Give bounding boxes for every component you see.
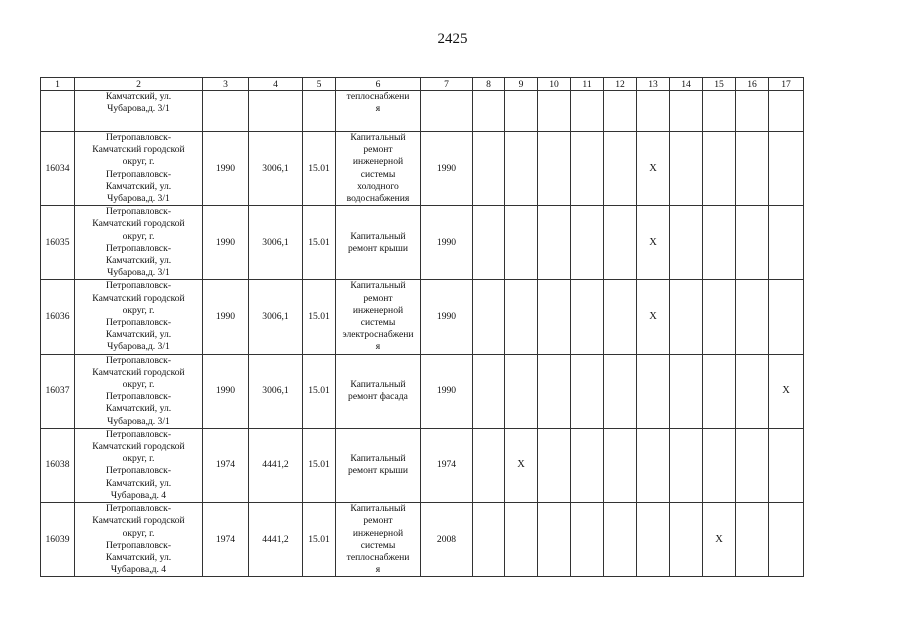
empty-cell (473, 354, 505, 428)
empty-cell (703, 354, 736, 428)
empty-cell (571, 206, 604, 280)
empty-cell (736, 206, 769, 280)
table-body (41, 78, 804, 577)
address-cell: Петропавловск- Камчатский городской округ, г. Петропавловск- Камчатский, ул. Чубарова,д. 4 (75, 428, 203, 502)
empty-cell (538, 428, 571, 502)
column-number-cell: 17 (769, 78, 804, 91)
table-row (41, 280, 804, 354)
empty-cell (703, 280, 736, 354)
empty-cell (604, 428, 637, 502)
empty-cell (571, 132, 604, 206)
repair-year-cell: 1990 (421, 354, 473, 428)
empty-cell (604, 280, 637, 354)
column-number-cell: 8 (473, 78, 505, 91)
table-row (41, 503, 804, 577)
column-number-cell: 3 (203, 78, 249, 91)
empty-cell (769, 91, 804, 132)
area-cell: 4441,2 (249, 503, 303, 577)
column-number-row (41, 78, 804, 91)
build-year-cell: 1990 (203, 280, 249, 354)
empty-cell (203, 91, 249, 132)
area-cell: 3006,1 (249, 206, 303, 280)
mark-cell: X (637, 132, 670, 206)
code-cell: 15.01 (303, 280, 336, 354)
empty-cell (670, 132, 703, 206)
row-id-cell: 16036 (41, 280, 75, 354)
empty-cell (637, 91, 670, 132)
column-number-cell: 4 (249, 78, 303, 91)
empty-cell (571, 91, 604, 132)
build-year-cell: 1990 (203, 354, 249, 428)
empty-cell (538, 91, 571, 132)
empty-cell (571, 354, 604, 428)
empty-cell (769, 280, 804, 354)
empty-cell (41, 91, 75, 132)
empty-cell (505, 132, 538, 206)
empty-cell (473, 206, 505, 280)
area-cell: 3006,1 (249, 280, 303, 354)
area-cell: 3006,1 (249, 132, 303, 206)
repair-year-cell: 1990 (421, 132, 473, 206)
column-number-cell: 2 (75, 78, 203, 91)
empty-cell (769, 503, 804, 577)
empty-cell (505, 206, 538, 280)
empty-cell (505, 503, 538, 577)
empty-cell (249, 91, 303, 132)
empty-cell (637, 503, 670, 577)
mark-cell: X (703, 503, 736, 577)
table-row (41, 428, 804, 502)
area-cell: 3006,1 (249, 354, 303, 428)
address-cell: Камчатский, ул. Чубарова,д. 3/1 (75, 91, 203, 132)
empty-cell (538, 132, 571, 206)
continuation-row (41, 91, 804, 132)
empty-cell (571, 428, 604, 502)
mark-cell: X (769, 354, 804, 428)
column-number-cell: 9 (505, 78, 538, 91)
code-cell: 15.01 (303, 206, 336, 280)
empty-cell (538, 503, 571, 577)
work-type-cell: Капитальный ремонт инженерной системы электроснабжени я (336, 280, 421, 354)
code-cell: 15.01 (303, 428, 336, 502)
row-id-cell: 16038 (41, 428, 75, 502)
address-cell: Петропавловск- Камчатский городской округ, г. Петропавловск- Камчатский, ул. Чубарова,д. 3/1 (75, 206, 203, 280)
page-number: 2425 (437, 31, 468, 47)
column-number-cell: 10 (538, 78, 571, 91)
work-type-cell: Капитальный ремонт инженерной системы теплоснабжени я (336, 503, 421, 577)
empty-cell (303, 91, 336, 132)
table-row (41, 132, 804, 206)
empty-cell (736, 428, 769, 502)
work-type-cell: Капитальный ремонт фасада (336, 354, 421, 428)
column-number-cell: 12 (604, 78, 637, 91)
empty-cell (505, 354, 538, 428)
address-cell: Петропавловск- Камчатский городской округ, г. Петропавловск- Камчатский, ул. Чубарова,д. 3/1 (75, 280, 203, 354)
build-year-cell: 1974 (203, 503, 249, 577)
row-id-cell: 16035 (41, 206, 75, 280)
work-type-cell: Капитальный ремонт крыши (336, 206, 421, 280)
empty-cell (604, 503, 637, 577)
empty-cell (421, 91, 473, 132)
column-number-cell: 13 (637, 78, 670, 91)
empty-cell (604, 132, 637, 206)
address-cell: Петропавловск- Камчатский городской округ, г. Петропавловск- Камчатский, ул. Чубарова,д. 3/1 (75, 354, 203, 428)
column-number-cell: 5 (303, 78, 336, 91)
empty-cell (538, 280, 571, 354)
empty-cell (473, 428, 505, 502)
mark-cell: X (637, 206, 670, 280)
column-number-cell: 15 (703, 78, 736, 91)
empty-cell (769, 132, 804, 206)
empty-cell (604, 206, 637, 280)
empty-cell (505, 280, 538, 354)
column-number-cell: 6 (336, 78, 421, 91)
empty-cell (571, 503, 604, 577)
empty-cell (670, 280, 703, 354)
empty-cell (736, 354, 769, 428)
mark-cell: X (637, 280, 670, 354)
empty-cell (736, 132, 769, 206)
empty-cell (769, 206, 804, 280)
row-id-cell: 16039 (41, 503, 75, 577)
build-year-cell: 1990 (203, 132, 249, 206)
empty-cell (670, 503, 703, 577)
repair-year-cell: 1990 (421, 206, 473, 280)
code-cell: 15.01 (303, 503, 336, 577)
empty-cell (703, 91, 736, 132)
empty-cell (703, 428, 736, 502)
empty-cell (736, 91, 769, 132)
empty-cell (538, 354, 571, 428)
build-year-cell: 1974 (203, 428, 249, 502)
empty-cell (703, 206, 736, 280)
repair-year-cell: 1974 (421, 428, 473, 502)
empty-cell (670, 206, 703, 280)
column-number-cell: 14 (670, 78, 703, 91)
empty-cell (637, 428, 670, 502)
column-number-cell: 7 (421, 78, 473, 91)
empty-cell (473, 503, 505, 577)
column-number-cell: 16 (736, 78, 769, 91)
empty-cell (571, 280, 604, 354)
empty-cell (703, 132, 736, 206)
empty-cell (505, 91, 538, 132)
empty-cell (736, 503, 769, 577)
empty-cell (604, 354, 637, 428)
empty-cell (670, 91, 703, 132)
empty-cell (769, 428, 804, 502)
column-number-cell: 1 (41, 78, 75, 91)
empty-cell (670, 428, 703, 502)
empty-cell (473, 91, 505, 132)
empty-cell (670, 354, 703, 428)
empty-cell (736, 280, 769, 354)
empty-cell (637, 354, 670, 428)
table-row (41, 354, 804, 428)
work-type-cell: Капитальный ремонт крыши (336, 428, 421, 502)
empty-cell (473, 132, 505, 206)
empty-cell (473, 280, 505, 354)
address-cell: Петропавловск- Камчатский городской округ, г. Петропавловск- Камчатский, ул. Чубарова,д. 3/1 (75, 132, 203, 206)
table-row (41, 206, 804, 280)
row-id-cell: 16037 (41, 354, 75, 428)
mark-cell: X (505, 428, 538, 502)
repair-year-cell: 1990 (421, 280, 473, 354)
build-year-cell: 1990 (203, 206, 249, 280)
work-type-cell: Капитальный ремонт инженерной системы холодного водоснабжения (336, 132, 421, 206)
code-cell: 15.01 (303, 132, 336, 206)
empty-cell (604, 91, 637, 132)
repair-year-cell: 2008 (421, 503, 473, 577)
work-type-cell: теплоснабжени я (336, 91, 421, 132)
empty-cell (538, 206, 571, 280)
column-number-cell: 11 (571, 78, 604, 91)
address-cell: Петропавловск- Камчатский городской округ, г. Петропавловск- Камчатский, ул. Чубарова,д. 4 (75, 503, 203, 577)
area-cell: 4441,2 (249, 428, 303, 502)
row-id-cell: 16034 (41, 132, 75, 206)
code-cell: 15.01 (303, 354, 336, 428)
repair-schedule-table (40, 77, 804, 577)
